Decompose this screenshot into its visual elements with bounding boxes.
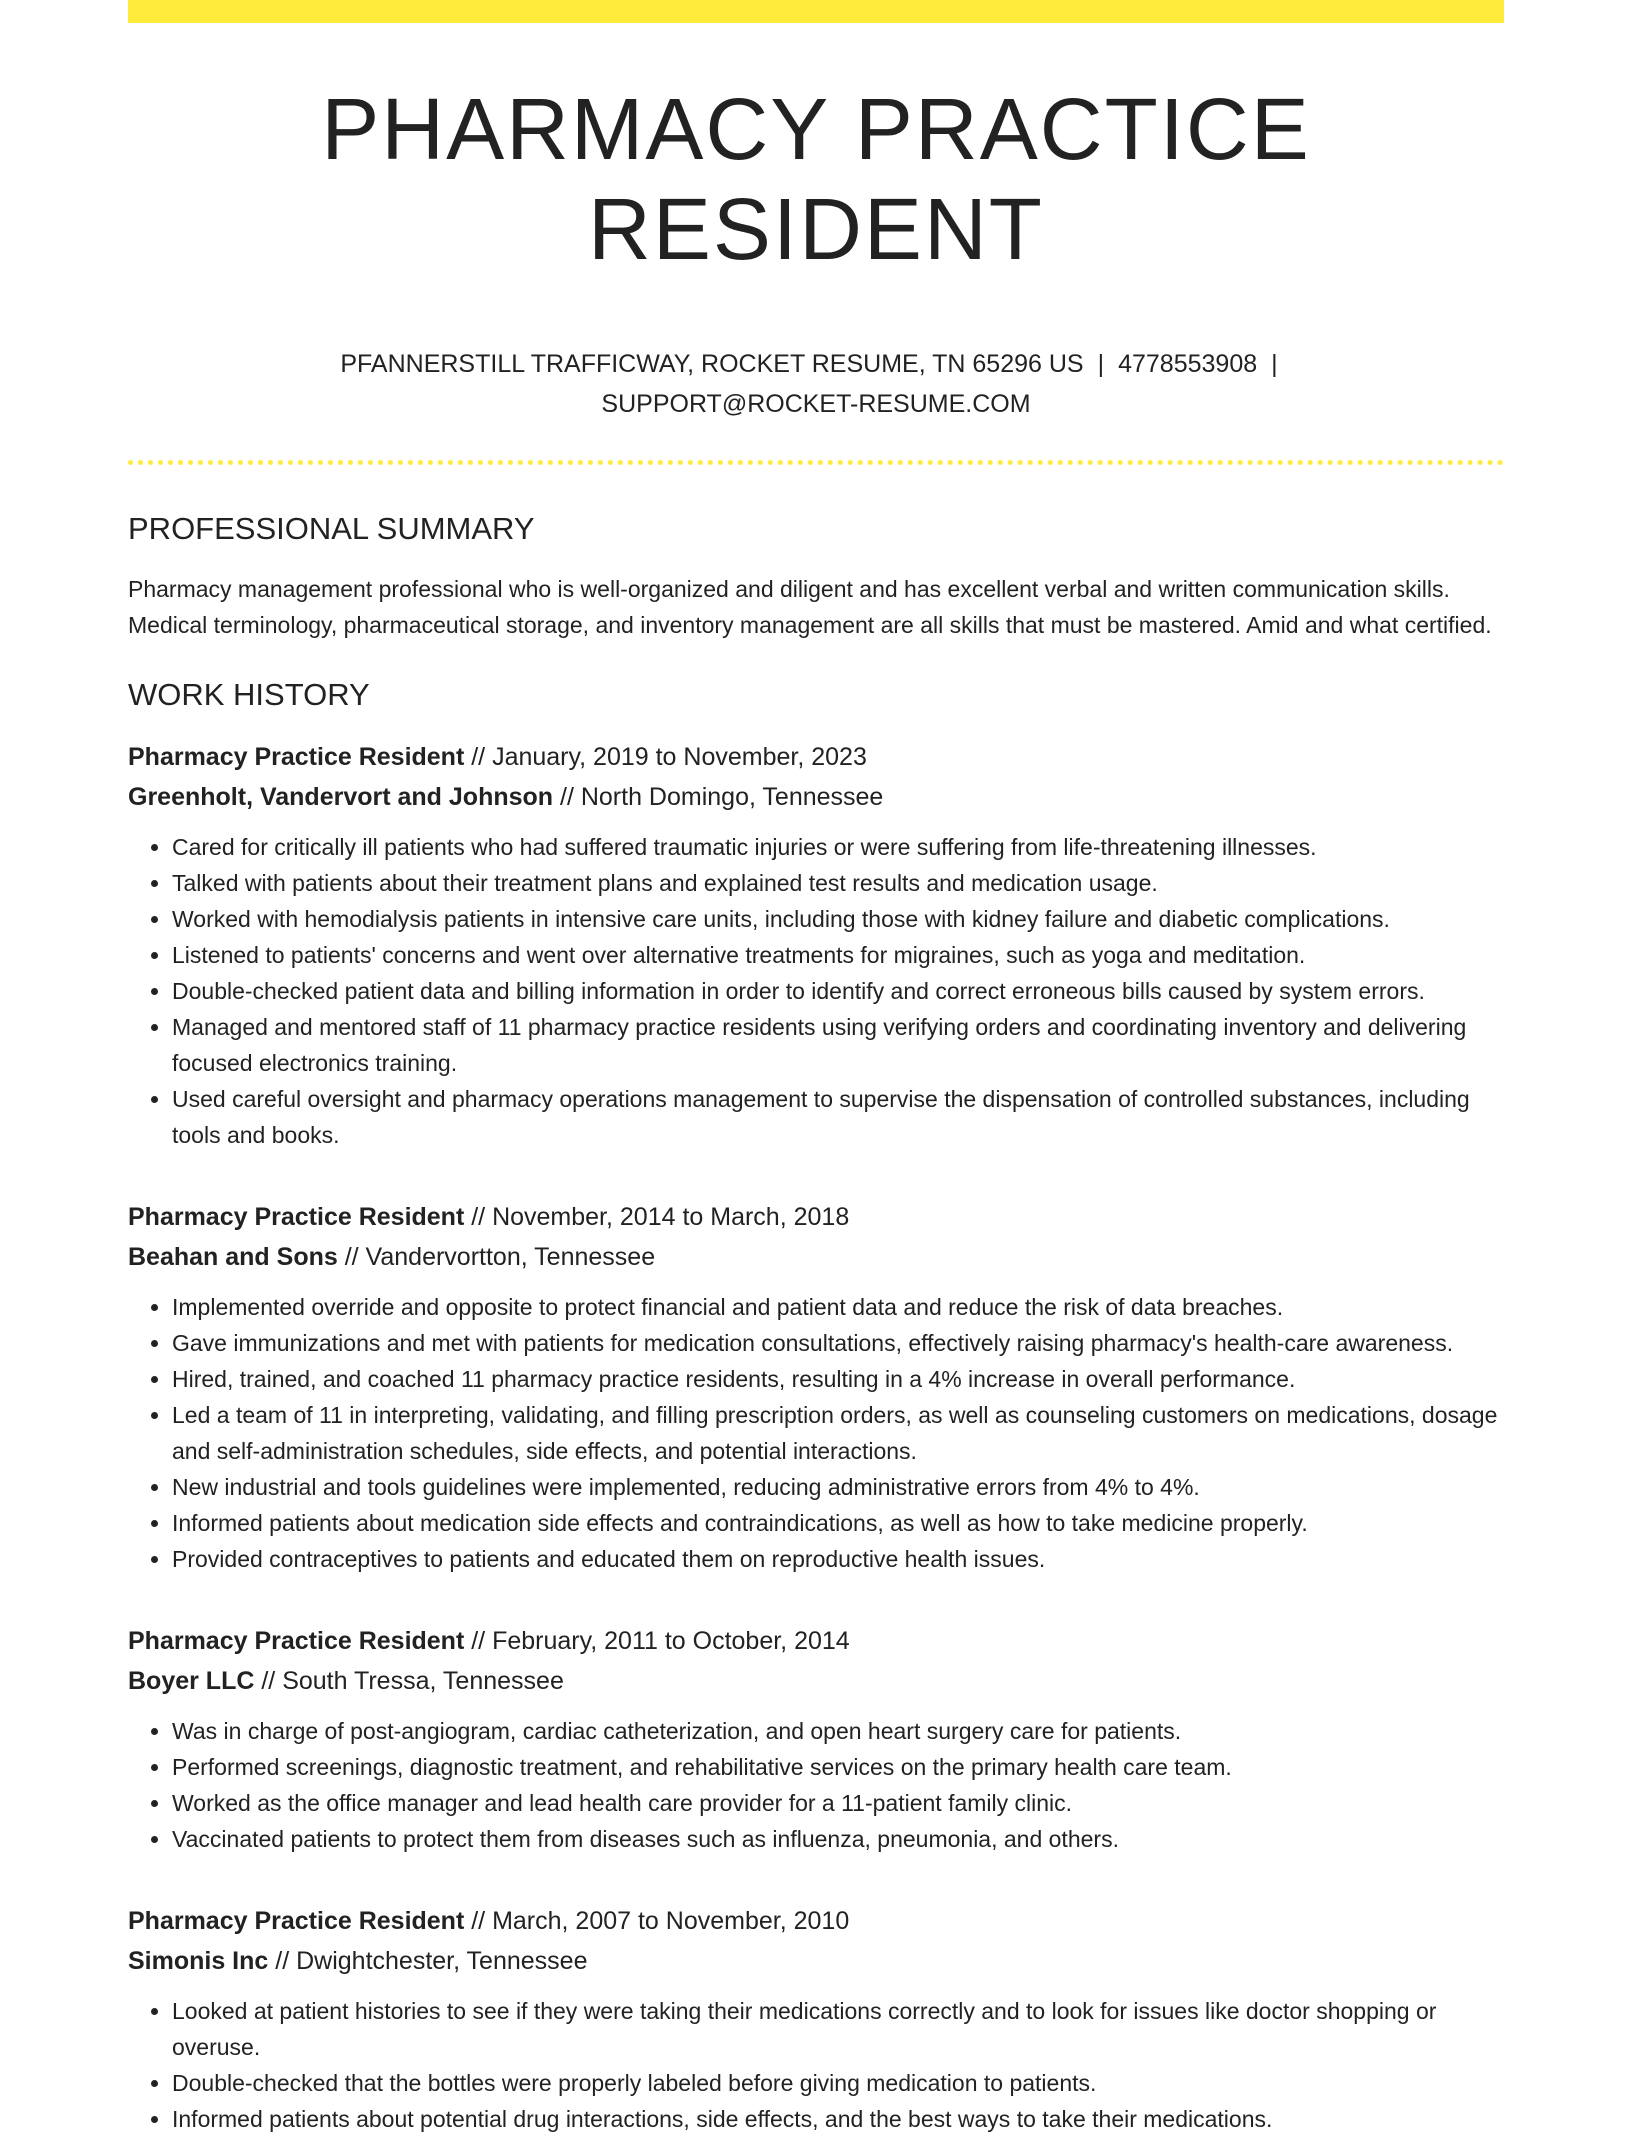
job-bullet-list <box>128 1993 1504 2137</box>
job-location: // Vandervortton, Tennessee <box>337 1243 656 1271</box>
job-title-line <box>128 737 1504 777</box>
job-bullet: • Performed screenings, diagnostic treatment, and rehabilitative services on the primary health care team. <box>172 1749 1504 1785</box>
job-bullet: • Was in charge of post-angiogram, cardiac catheterization, and open heart surgery care for patients. <box>172 1713 1504 1749</box>
job-company-line <box>128 1237 1504 1277</box>
job-bullet-list <box>128 1713 1504 1857</box>
job-bullet: • Cared for critically ill patients who had suffered traumatic injuries or were suffering from life-threatening illnesses. <box>172 829 1504 865</box>
job-bullet: • Talked with patients about their treatment plans and explained test results and medication usage. <box>172 865 1504 901</box>
job-dates: // February, 2011 to October, 2014 <box>464 1627 850 1655</box>
job-bullet: • Managed and mentored staff of 11 pharmacy practice residents using verifying orders and coordinating inventory and delivering focused electronics training. <box>172 1009 1504 1081</box>
contact-separator: | <box>1097 350 1105 378</box>
accent-top-bar <box>128 0 1504 23</box>
job-bullet: • Double-checked patient data and billing information in order to identify and correct erroneous bills caused by system errors. <box>172 973 1504 1009</box>
work-history-list <box>128 737 1504 2137</box>
job-location: // Dwightchester, Tennessee <box>268 1947 588 1975</box>
job-title: Pharmacy Practice Resident <box>128 1627 465 1655</box>
job-dates: // March, 2007 to November, 2010 <box>464 1907 850 1935</box>
job-bullet: • Informed patients about medication side effects and contraindications, as well as how to take medicine properly. <box>172 1505 1504 1541</box>
job-bullet: • Gave immunizations and met with patients for medication consultations, effectively raising pharmacy's health-care awareness. <box>172 1325 1504 1361</box>
contact-line-2 <box>128 384 1504 424</box>
summary-heading: PROFESSIONAL SUMMARY <box>128 511 535 546</box>
contact-address: PFANNERSTILL TRAFFICWAY, ROCKET RESUME, TN 65296 US <box>340 350 1084 378</box>
contact-separator: | <box>1271 350 1278 378</box>
job-bullet: • Double-checked that the bottles were properly labeled before giving medication to patients. <box>172 2065 1504 2101</box>
job-title: Pharmacy Practice Resident <box>128 1203 465 1231</box>
contact-phone: 4778553908 <box>1118 350 1258 378</box>
job-company-line <box>128 1661 1504 1701</box>
resume-title: PHARMACY PRACTICE RESIDENT <box>321 81 1311 278</box>
job-title-line <box>128 1621 1504 1661</box>
job-company: Beahan and Sons <box>128 1243 338 1271</box>
job-bullet-list <box>128 1289 1504 1577</box>
job-bullet: • Vaccinated patients to protect them from diseases such as influenza, pneumonia, and others. <box>172 1821 1504 1857</box>
job-bullet: • Provided contraceptives to patients and educated them on reproductive health issues. <box>172 1541 1504 1577</box>
job-bullet: • Looked at patient histories to see if they were taking their medications correctly and to look for issues like doctor shopping or overuse. <box>172 1993 1504 2065</box>
contact-line-1 <box>128 344 1504 384</box>
job-company: Boyer LLC <box>128 1667 255 1695</box>
job-entry <box>128 1621 1504 1857</box>
job-bullet: • New industrial and tools guidelines were implemented, reducing administrative errors from 4% to 4%. <box>172 1469 1504 1505</box>
job-dates: // January, 2019 to November, 2023 <box>464 743 867 771</box>
job-company-line <box>128 1941 1504 1981</box>
job-title-line <box>128 1901 1504 1941</box>
job-location: // South Tressa, Tennessee <box>254 1667 564 1695</box>
job-bullet: • Worked as the office manager and lead health care provider for a 11-patient family clinic. <box>172 1785 1504 1821</box>
job-bullet-list <box>128 829 1504 1153</box>
job-bullet: • Informed patients about potential drug interactions, side effects, and the best ways to take their medications. <box>172 2101 1504 2137</box>
job-title-line <box>128 1197 1504 1237</box>
contact-info <box>128 344 1504 424</box>
contact-email: SUPPORT@ROCKET-RESUME.COM <box>601 390 1031 418</box>
job-entry <box>128 1901 1504 2137</box>
job-title: Pharmacy Practice Resident <box>128 1907 465 1935</box>
job-entry <box>128 1197 1504 1577</box>
job-company: Greenholt, Vandervort and Johnson <box>128 783 554 811</box>
job-title: Pharmacy Practice Resident <box>128 743 465 771</box>
job-bullet: • Listened to patients' concerns and went over alternative treatments for migraines, such as yoga and meditation. <box>172 937 1504 973</box>
job-bullet: • Led a team of 11 in interpreting, validating, and filling prescription orders, as well as counseling customers on medications, dosage and self-administration schedules, side effects, and potential interactions. <box>172 1397 1504 1469</box>
work-history-heading: WORK HISTORY <box>128 677 370 712</box>
job-dates: // November, 2014 to March, 2018 <box>464 1203 850 1231</box>
resume-page <box>128 0 1504 2137</box>
job-bullet: • Hired, trained, and coached 11 pharmacy practice residents, resulting in a 4% increase in overall performance. <box>172 1361 1504 1397</box>
job-company: Simonis Inc <box>128 1947 269 1975</box>
job-company-line <box>128 777 1504 817</box>
job-entry <box>128 737 1504 1153</box>
job-bullet: • Worked with hemodialysis patients in intensive care units, including those with kidney failure and diabetic complications. <box>172 901 1504 937</box>
job-location: // North Domingo, Tennessee <box>553 783 884 811</box>
summary-text: Pharmacy management professional who is well-organized and diligent and has excellent verbal and written communication skills. Medical terminology, pharmaceutical storage, and inventory management are all skills that must be mastered. Amid and what certified. <box>128 576 1492 638</box>
job-bullet: • Implemented override and opposite to protect financial and patient data and reduce the risk of data breaches. <box>172 1289 1504 1325</box>
job-bullet: • Used careful oversight and pharmacy operations management to supervise the dispensation of controlled substances, including tools and books. <box>172 1081 1504 1153</box>
dotted-divider <box>128 460 1504 465</box>
